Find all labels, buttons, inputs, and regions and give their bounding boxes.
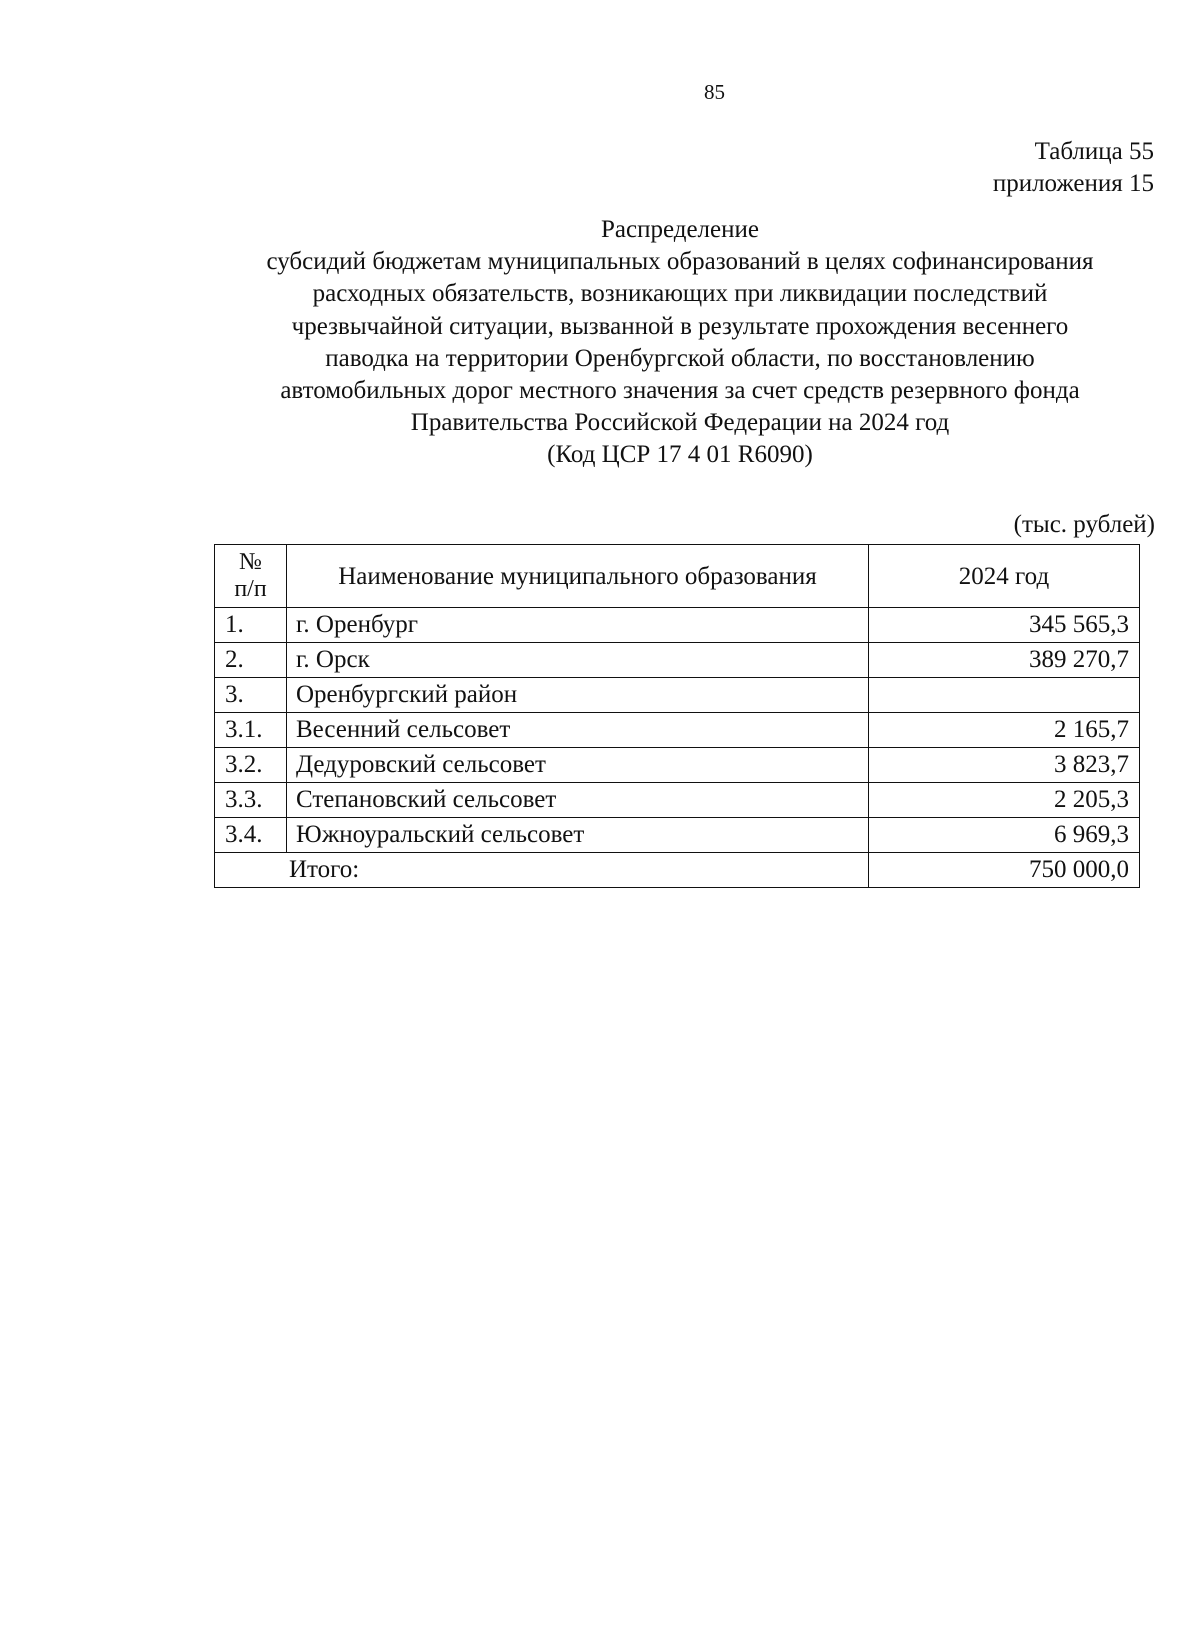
row-number: 2. (215, 643, 287, 678)
title-line: Правительства Российской Федерации на 2024 год (410, 409, 950, 437)
row-value: 2 165,7 (869, 713, 1140, 748)
row-value: 345 565,3 (869, 608, 1140, 643)
table-row (215, 748, 1140, 783)
table-row (215, 818, 1140, 853)
row-number: 3.1. (215, 713, 287, 748)
table-total-row (215, 853, 1140, 888)
row-number: 1. (215, 608, 287, 643)
title-line: паводка на территории Оренбургской области, по восстановлению (325, 344, 1035, 372)
title-line-code: (Код ЦСР 17 4 01 R6090) (547, 441, 813, 469)
table-row (215, 783, 1140, 818)
row-municipality: Оренбургский район (287, 678, 869, 713)
row-municipality: Весенний сельсовет (287, 713, 869, 748)
row-municipality: г. Оренбург (287, 608, 869, 643)
title-line: субсидий бюджетам муниципальных образований в целях софинансирования (266, 248, 1094, 276)
header-number (215, 545, 287, 608)
row-municipality: Южноуральский сельсовет (287, 818, 869, 853)
page-number-text: 85 (704, 80, 725, 104)
row-value (869, 678, 1140, 713)
allocation-table (214, 544, 1140, 888)
total-label: Итого: (215, 853, 869, 888)
header-number-symbol: № (239, 549, 262, 575)
table-row (215, 643, 1140, 678)
table-row (215, 678, 1140, 713)
row-municipality: Дедуровский сельсовет (287, 748, 869, 783)
row-number: 3.4. (215, 818, 287, 853)
table-row (215, 608, 1140, 643)
row-municipality: г. Орск (287, 643, 869, 678)
header-year: 2024 год (869, 545, 1140, 608)
row-value: 2 205,3 (869, 783, 1140, 818)
title-line: расходных обязательств, возникающих при ликвидации последствий (312, 280, 1048, 308)
row-value: 6 969,3 (869, 818, 1140, 853)
row-number: 3.2. (215, 748, 287, 783)
total-value: 750 000,0 (869, 853, 1140, 888)
table-reference (993, 136, 1154, 200)
row-value: 389 270,7 (869, 643, 1140, 678)
table-header-row (215, 545, 1140, 608)
row-value: 3 823,7 (869, 748, 1140, 783)
table-reference-line1: Таблица 55 (1034, 138, 1154, 165)
header-municipality-name: Наименование муниципального образования (287, 545, 869, 608)
row-number: 3.3. (215, 783, 287, 818)
table-row (215, 713, 1140, 748)
title-line-heading: Распределение (601, 216, 759, 243)
title-line: автомобильных дорог местного значения за счет средств резервного фонда (280, 377, 1080, 405)
row-municipality: Степановский сельсовет (287, 783, 869, 818)
units-label: (тыс. рублей) (1013, 511, 1155, 538)
document-title (86, 214, 1200, 472)
table-reference-line2: приложения 15 (992, 170, 1154, 197)
row-number: 3. (215, 678, 287, 713)
header-number-abbrev: п/п (234, 576, 267, 602)
title-line: чрезвычайной ситуации, вызванной в результате прохождения весеннего (291, 312, 1069, 340)
